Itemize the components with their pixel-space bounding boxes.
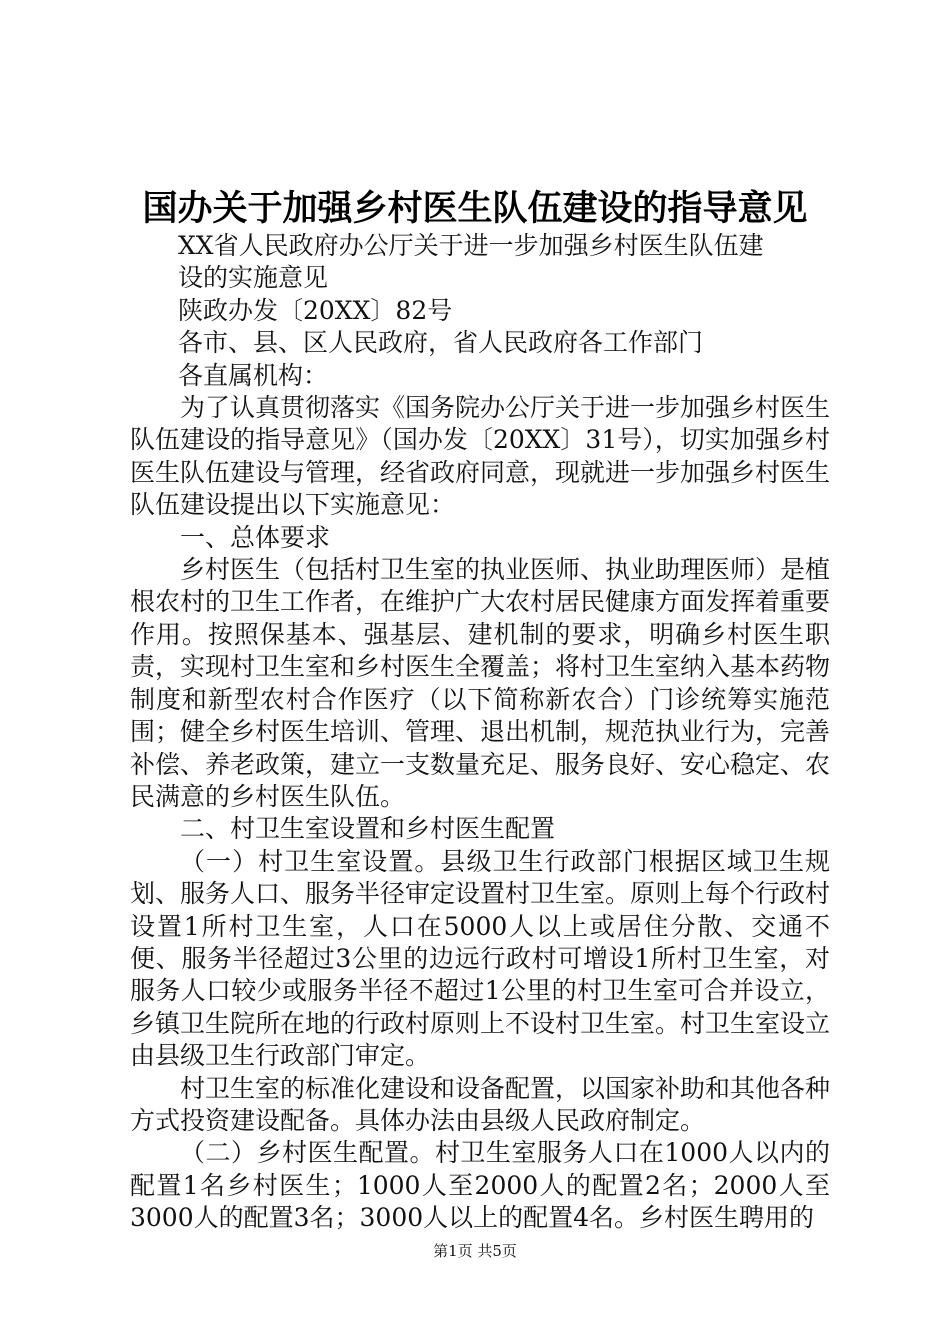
paragraph-standardization: 村卫生室的标准化建设和设备配置，以国家补助和其他各种方式投资建设配备。具体办法由县级人民政府制定。 bbox=[130, 1073, 831, 1135]
paragraph-general-requirements: 乡村医生（包括村卫生室的执业医师、执业助理医师）是植根农村的卫生工作者，在维护广大农村居民健康方面发挥着重要作用。按照保基本、强基层、建机制的要求，明确乡村医生职责，实现村卫生室和乡村医生全覆盖；将村卫生室纳入基本药物制度和新型农村合作医疗（以下简称新农合）门诊统筹实施范围；健全乡村医生培训、管理、退出机制，规范执业行为，完善补偿、养老政策，建立一支数量充足、服务良好、安心稳定、农民满意的乡村医生队伍。 bbox=[130, 555, 831, 811]
addressee-line-2: 各直属机构： bbox=[178, 360, 329, 390]
subtitle-line-1: XX省人民政府办公厅关于进一步加强乡村医生队伍建 bbox=[178, 231, 764, 260]
document-number: 陕政办发〔20XX〕82号 bbox=[178, 295, 453, 325]
paragraph-clinic-setup: （一）村卫生室设置。县级卫生行政部门根据区域卫生规划、服务人口、服务半径审定设置村卫生室。原则上每个行政村设置1所村卫生室，人口在5000人以上或居住分散、交通不便、服务半径超过3公里的边远行政村可增设1所村卫生室，对服务人口较少或服务半径不超过1公里的村卫生室可合并设立，乡镇卫生院所在地的行政村原则上不设村卫生室。村卫生室设立由县级卫生行政部门审定。 bbox=[130, 846, 831, 1071]
section-heading-2: 二、村卫生室设置和乡村医生配置 bbox=[180, 814, 556, 844]
section-heading-1: 一、总体要求 bbox=[180, 522, 331, 552]
document-title: 国办关于加强乡村医生队伍建设的指导意见 bbox=[142, 189, 808, 229]
page-footer: 第1页 共5页 bbox=[433, 1242, 517, 1260]
addressee-line-1: 各市、县、区人民政府，省人民政府各工作部门 bbox=[178, 328, 704, 358]
paragraph-intro: 为了认真贯彻落实《国务院办公厅关于进一步加强乡村医生队伍建设的指导意见》（国办发〔20XX〕31号），切实加强乡村医生队伍建设与管理，经省政府同意，现就进一步加强乡村医生队伍建设提出以下实施意见： bbox=[130, 393, 831, 520]
subtitle-line-2: 设的实施意见 bbox=[178, 263, 329, 293]
document-body bbox=[130, 230, 830, 1235]
paragraph-doctor-allocation: （二）乡村医生配置。村卫生室服务人口在1000人以内的配置1名乡村医生；1000人至2000人的配置2名；2000人至3000人的配置3名；3000人以上的配置4名。乡村医生聘用的 bbox=[130, 1138, 830, 1233]
